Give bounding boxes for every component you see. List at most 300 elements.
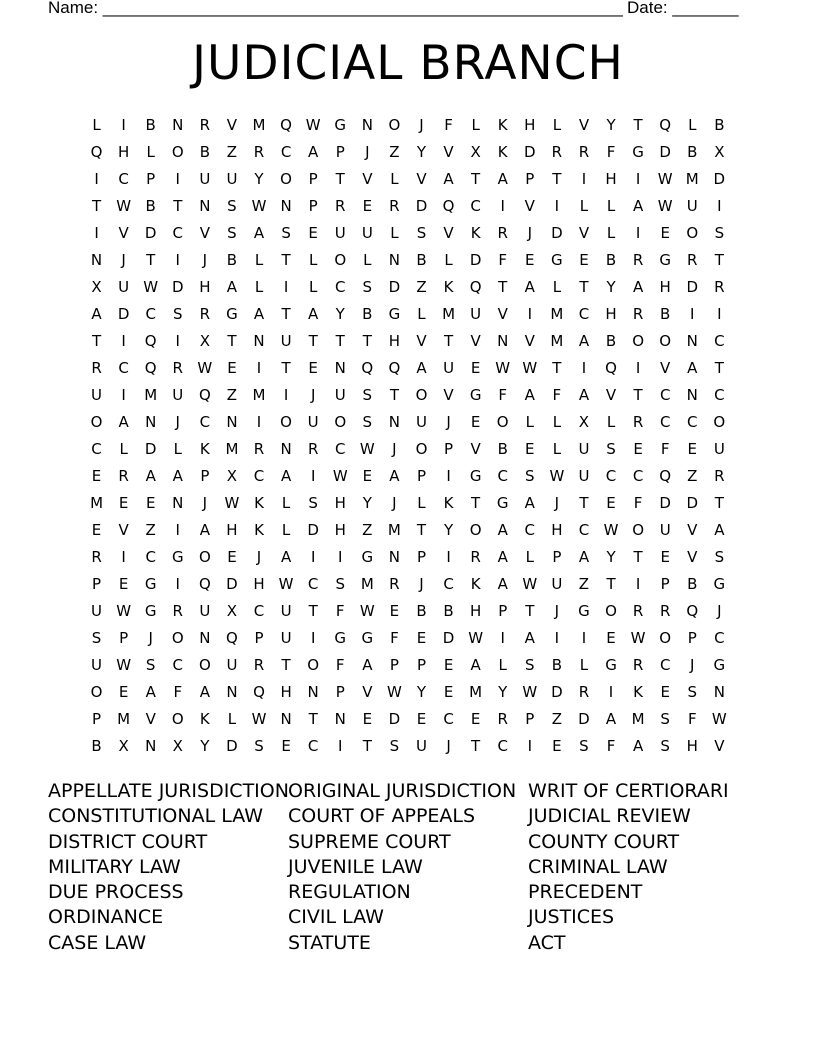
grid-letter: X	[226, 467, 238, 485]
grid-letter: V	[226, 116, 238, 134]
grid-letter: Z	[687, 467, 698, 485]
word-bank-item: ORDINANCE	[48, 906, 164, 929]
grid-letter: I	[310, 548, 316, 566]
grid-letter: V	[362, 683, 373, 701]
grid-letter: P	[254, 629, 264, 647]
grid-letter: Z	[389, 143, 400, 161]
grid-letter: T	[335, 170, 345, 188]
grid-letter: I	[446, 548, 451, 566]
grid-letter: V	[470, 440, 481, 458]
grid-letter: J	[554, 602, 560, 620]
grid-letter: T	[552, 170, 562, 188]
grid-letter: D	[713, 170, 726, 188]
grid-letter: H	[551, 521, 563, 539]
grid-letter: O	[632, 332, 644, 350]
grid-letter: G	[334, 116, 347, 134]
grid-letter: G	[144, 602, 157, 620]
grid-letter: E	[660, 683, 670, 701]
grid-letter: E	[362, 710, 373, 728]
grid-letter: X	[199, 332, 210, 350]
grid-letter: S	[227, 224, 237, 242]
grid-letter: B	[145, 116, 156, 134]
grid-letter: W	[116, 602, 132, 620]
grid-letter: T	[633, 548, 643, 566]
grid-letter: V	[687, 548, 698, 566]
grid-letter: O	[171, 710, 184, 728]
grid-letter: C	[335, 278, 346, 296]
grid-row	[83, 247, 733, 274]
grid-letter: B	[687, 575, 698, 593]
grid-letter: B	[145, 197, 156, 215]
grid-letter: R	[253, 143, 265, 161]
grid-letter: W	[305, 116, 321, 134]
grid-letter: M	[90, 494, 104, 512]
grid-letter: D	[551, 224, 563, 242]
grid-letter: I	[635, 224, 641, 242]
grid-letter: W	[332, 467, 348, 485]
grid-letter: R	[497, 224, 508, 242]
grid-letter: M	[252, 116, 266, 134]
grid-letter: W	[278, 575, 294, 593]
grid-letter: J	[446, 737, 451, 755]
grid-letter: T	[714, 251, 724, 269]
grid-letter: I	[635, 170, 641, 188]
grid-letter: T	[443, 332, 454, 350]
grid-letter: B	[199, 143, 210, 161]
grid-letter: X	[118, 737, 129, 755]
grid-letter: Q	[144, 332, 157, 350]
grid-letter: Y	[498, 683, 508, 701]
grid-letter: A	[714, 521, 725, 539]
grid-letter: O	[659, 629, 672, 647]
grid-letter: R	[172, 359, 183, 377]
grid-letter: S	[308, 494, 318, 512]
grid-letter: G	[496, 494, 509, 512]
grid-letter: N	[280, 440, 292, 458]
grid-letter: A	[253, 305, 265, 323]
grid-letter: T	[579, 278, 589, 296]
grid-letter: A	[497, 521, 508, 539]
grid-letter: A	[389, 467, 400, 485]
grid-letter: F	[498, 251, 508, 269]
grid-row	[83, 517, 733, 544]
grid-letter: Y	[362, 494, 372, 512]
word-bank-item: CIVIL LAW	[288, 906, 384, 929]
grid-letter: I	[175, 332, 180, 350]
grid-letter: P	[416, 467, 426, 485]
grid-letter: L	[119, 440, 128, 458]
grid-letter: I	[94, 170, 99, 188]
grid-letter: G	[632, 143, 644, 161]
grid-letter: B	[551, 656, 563, 674]
grid-letter: G	[713, 575, 726, 593]
grid-letter: N	[686, 386, 698, 404]
grid-letter: K	[443, 278, 454, 296]
grid-letter: S	[416, 224, 427, 242]
grid-letter: V	[118, 224, 129, 242]
grid-letter: R	[578, 683, 590, 701]
grid-letter: S	[335, 575, 345, 593]
grid-letter: A	[578, 332, 590, 350]
grid-letter: A	[524, 386, 535, 404]
grid-letter: L	[254, 251, 264, 269]
grid-letter: O	[659, 332, 672, 350]
grid-letter: U	[686, 197, 698, 215]
grid-letter: B	[443, 602, 454, 620]
grid-letter: S	[525, 467, 535, 485]
grid-letter: T	[227, 332, 237, 350]
grid-letter: N	[334, 359, 346, 377]
grid-letter: E	[525, 440, 535, 458]
grid-letter: K	[254, 494, 264, 512]
grid-letter: C	[118, 170, 129, 188]
grid-letter: V	[660, 359, 671, 377]
grid-letter: J	[256, 548, 262, 566]
grid-letter: Z	[416, 278, 427, 296]
grid-letter: L	[363, 251, 372, 269]
grid-letter: C	[714, 629, 725, 647]
grid-letter: R	[632, 413, 644, 431]
grid-letter: E	[308, 224, 318, 242]
grid-letter: D	[226, 737, 238, 755]
grid-letter: A	[524, 629, 535, 647]
grid-letter: Q	[659, 467, 672, 485]
grid-letter: G	[361, 548, 374, 566]
grid-letter: R	[118, 467, 129, 485]
grid-letter: J	[175, 413, 180, 431]
grid-letter: D	[659, 143, 671, 161]
grid-letter: K	[254, 521, 264, 539]
grid-letter: R	[470, 548, 481, 566]
grid-letter: R	[578, 143, 590, 161]
grid-letter: W	[549, 467, 565, 485]
grid-letter: I	[121, 386, 126, 404]
grid-letter: L	[417, 305, 426, 323]
grid-letter: E	[91, 521, 102, 539]
grid-letter: S	[389, 737, 400, 755]
grid-row	[83, 328, 733, 355]
grid-letter: R	[659, 602, 671, 620]
grid-letter: V	[524, 332, 535, 350]
grid-letter: E	[389, 602, 400, 620]
grid-letter: P	[335, 683, 345, 701]
grid-letter: I	[717, 305, 722, 323]
grid-letter: C	[578, 305, 590, 323]
grid-letter: I	[527, 305, 532, 323]
grid-letter: D	[144, 440, 157, 458]
grid-letter: L	[552, 116, 562, 134]
grid-letter: S	[714, 548, 725, 566]
word-bank-item: COURT OF APPEALS	[288, 805, 476, 828]
grid-letter: E	[91, 467, 102, 485]
grid-letter: C	[470, 197, 481, 215]
grid-letter: O	[605, 602, 617, 620]
grid-letter: A	[632, 737, 644, 755]
grid-letter: I	[635, 359, 641, 377]
grid-letter: I	[527, 737, 532, 755]
grid-letter: T	[416, 521, 427, 539]
grid-letter: M	[685, 170, 699, 188]
grid-letter: N	[90, 251, 103, 269]
grid-letter: A	[524, 278, 535, 296]
grid-letter: D	[551, 683, 563, 701]
grid-letter: Q	[361, 359, 374, 377]
grid-letter: W	[522, 359, 538, 377]
page-title: JUDICIAL BRANCH	[192, 36, 624, 91]
grid-letter: H	[605, 305, 617, 323]
grid-row	[83, 355, 733, 382]
grid-letter: R	[632, 602, 644, 620]
grid-letter: I	[581, 629, 587, 647]
grid-letter: R	[253, 656, 265, 674]
grid-letter: B	[226, 251, 238, 269]
grid-letter: H	[605, 170, 617, 188]
grid-letter: A	[497, 575, 508, 593]
grid-letter: C	[687, 413, 698, 431]
grid-letter: O	[280, 413, 292, 431]
grid-letter: T	[525, 602, 535, 620]
grid-letter: V	[145, 710, 156, 728]
grid-letter: O	[90, 413, 103, 431]
grid-letter: O	[415, 440, 428, 458]
grid-letter: E	[145, 494, 156, 512]
grid-letter: L	[688, 116, 697, 134]
grid-letter: W	[359, 602, 375, 620]
grid-letter: U	[226, 170, 238, 188]
grid-letter: C	[145, 548, 156, 566]
grid-letter: S	[660, 710, 670, 728]
grid-letter: H	[686, 737, 698, 755]
grid-letter: T	[714, 494, 724, 512]
grid-letter: R	[687, 251, 698, 269]
word-bank-item: JUDICIAL REVIEW	[528, 805, 691, 828]
grid-letter: A	[172, 467, 183, 485]
grid-letter: R	[389, 575, 400, 593]
grid-letter: C	[443, 710, 454, 728]
grid-letter: C	[443, 575, 454, 593]
grid-letter: A	[199, 521, 210, 539]
grid-letter: F	[552, 386, 562, 404]
grid-letter: W	[251, 197, 267, 215]
grid-letter: E	[606, 629, 616, 647]
grid-letter: R	[91, 359, 102, 377]
grid-letter: D	[524, 143, 536, 161]
grid-letter: A	[226, 278, 238, 296]
grid-letter: V	[443, 224, 454, 242]
grid-letter: I	[283, 386, 289, 404]
grid-letter: Q	[90, 143, 103, 161]
word-bank-item: DISTRICT COURT	[48, 830, 208, 853]
grid-letter: R	[91, 548, 102, 566]
grid-letter: C	[307, 737, 319, 755]
grid-letter: A	[524, 494, 535, 512]
grid-letter: C	[172, 656, 184, 674]
grid-letter: K	[470, 224, 481, 242]
grid-letter: P	[200, 467, 210, 485]
grid-letter: R	[551, 143, 563, 161]
grid-letter: Z	[362, 521, 373, 539]
grid-letter: A	[145, 467, 156, 485]
grid-letter: N	[361, 116, 373, 134]
grid-letter: Z	[578, 575, 590, 593]
grid-letter: L	[92, 116, 101, 134]
grid-letter: N	[388, 251, 401, 269]
grid-letter: B	[416, 602, 427, 620]
grid-letter: I	[121, 332, 126, 350]
grid-letter: U	[118, 278, 130, 296]
date-field-label: Date: _______	[627, 0, 739, 17]
grid-row	[83, 598, 733, 625]
grid-letter: J	[446, 413, 451, 431]
grid-letter: T	[579, 494, 589, 512]
grid-letter: A	[443, 170, 454, 188]
grid-letter: M	[252, 386, 266, 404]
grid-letter: P	[416, 656, 426, 674]
grid-letter: I	[256, 359, 262, 377]
grid-letter: L	[606, 224, 616, 242]
grid-letter: T	[606, 575, 616, 593]
grid-letter: T	[498, 278, 508, 296]
grid-letter: A	[280, 548, 292, 566]
grid-letter: I	[121, 116, 126, 134]
grid-letter: R	[497, 710, 508, 728]
grid-letter: M	[550, 305, 564, 323]
grid-letter: C	[118, 359, 129, 377]
grid-letter: I	[500, 629, 505, 647]
word-bank-item: PRECEDENT	[528, 881, 643, 904]
grid-letter: W	[197, 359, 213, 377]
grid-letter: V	[199, 224, 210, 242]
grid-row	[83, 112, 733, 139]
grid-letter: U	[91, 386, 103, 404]
grid-letter: W	[386, 683, 402, 701]
grid-letter: P	[660, 575, 670, 593]
grid-letter: D	[659, 494, 671, 512]
grid-row	[83, 625, 733, 652]
grid-letter: M	[117, 710, 131, 728]
grid-letter: V	[578, 224, 590, 242]
grid-letter: S	[525, 656, 535, 674]
grid-letter: U	[199, 602, 211, 620]
grid-letter: X	[91, 278, 102, 296]
grid-letter: T	[471, 737, 481, 755]
grid-letter: U	[334, 224, 346, 242]
grid-letter: Z	[226, 386, 238, 404]
grid-letter: Q	[198, 386, 211, 404]
grid-letter: H	[524, 116, 536, 134]
grid-letter: D	[171, 278, 184, 296]
grid-letter: N	[686, 332, 698, 350]
grid-letter: A	[199, 683, 210, 701]
grid-letter: G	[334, 629, 347, 647]
word-bank-item: ACT	[528, 931, 566, 954]
grid-row	[83, 409, 733, 436]
grid-letter: S	[714, 224, 725, 242]
grid-letter: R	[714, 278, 725, 296]
grid-letter: S	[227, 197, 237, 215]
grid-letter: F	[687, 710, 697, 728]
grid-letter: H	[253, 575, 265, 593]
grid-letter: O	[686, 224, 699, 242]
grid-row	[83, 166, 733, 193]
grid-letter: F	[660, 440, 670, 458]
grid-letter: E	[660, 224, 670, 242]
grid-letter: N	[497, 332, 509, 350]
grid-letter: S	[579, 737, 589, 755]
grid-letter: L	[525, 548, 534, 566]
grid-letter: I	[581, 170, 587, 188]
grid-letter: L	[579, 656, 589, 674]
grid-letter: S	[687, 683, 698, 701]
grid-letter: I	[94, 224, 99, 242]
grid-letter: A	[578, 548, 590, 566]
word-bank-item: JUVENILE LAW	[288, 855, 423, 878]
grid-letter: R	[199, 305, 211, 323]
grid-letter: T	[308, 602, 318, 620]
grid-letter: L	[173, 440, 182, 458]
grid-letter: E	[362, 467, 373, 485]
grid-letter: W	[522, 575, 538, 593]
grid-letter: W	[630, 629, 646, 647]
grid-letter: L	[254, 278, 264, 296]
grid-letter: S	[173, 305, 183, 323]
grid-letter: W	[522, 683, 538, 701]
grid-letter: C	[335, 440, 346, 458]
grid-letter: M	[631, 710, 645, 728]
grid-letter: T	[552, 359, 562, 377]
grid-letter: P	[308, 197, 318, 215]
grid-row	[83, 706, 733, 733]
grid-letter: O	[415, 386, 428, 404]
grid-letter: J	[690, 656, 695, 674]
word-bank-item: ORIGINAL JURISDICTION	[288, 780, 517, 802]
grid-letter: K	[633, 683, 644, 701]
grid-letter: V	[443, 386, 454, 404]
grid-letter: I	[446, 467, 451, 485]
grid-row	[83, 571, 733, 598]
grid-letter: A	[687, 359, 698, 377]
grid-letter: G	[659, 251, 671, 269]
grid-letter: B	[91, 737, 102, 755]
grid-letter: I	[581, 359, 587, 377]
word-bank-item: DUE PROCESS	[48, 881, 184, 904]
grid-letter: V	[714, 737, 725, 755]
grid-letter: V	[470, 332, 481, 350]
grid-letter: C	[280, 143, 292, 161]
grid-letter: U	[172, 386, 184, 404]
grid-letter: O	[713, 413, 726, 431]
grid-letter: Y	[416, 143, 427, 161]
grid-letter: U	[415, 737, 427, 755]
grid-letter: Q	[388, 359, 401, 377]
word-bank-item: CONSTITUTIONAL LAW	[48, 805, 263, 828]
grid-letter: L	[227, 710, 237, 728]
grid-letter: F	[606, 143, 616, 161]
grid-letter: Q	[442, 197, 455, 215]
grid-letter: L	[552, 440, 562, 458]
grid-letter: U	[578, 440, 590, 458]
grid-letter: W	[359, 440, 375, 458]
grid-letter: C	[91, 440, 102, 458]
grid-letter: B	[605, 251, 617, 269]
grid-letter: U	[361, 224, 373, 242]
grid-letter: M	[442, 305, 456, 323]
grid-letter: B	[660, 305, 671, 323]
grid-letter: N	[145, 737, 157, 755]
grid-letter: J	[202, 251, 208, 269]
grid-letter: E	[443, 683, 454, 701]
grid-letter: U	[551, 575, 563, 593]
